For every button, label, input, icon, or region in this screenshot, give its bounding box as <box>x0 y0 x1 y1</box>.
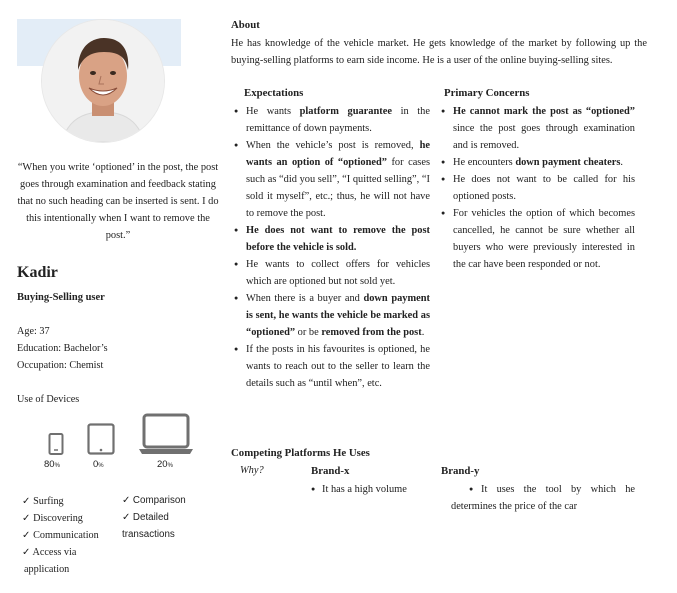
about-text: He has knowledge of the vehicle market. He gets knowledge of the market by following up the buying-selling platforms to earn side income. He is a user of the online buying-selling sites. <box>231 38 647 66</box>
brand-y-point: ● It uses the tool by which he determines the price of the car <box>437 481 635 515</box>
activities-left <box>22 493 99 578</box>
activity-item: ✓ Surfing <box>22 496 64 507</box>
persona-name: Kadir <box>17 264 58 281</box>
laptop-usage: 20% <box>157 459 173 470</box>
smartphone-usage: 80% <box>44 459 60 470</box>
avatar-portrait-icon <box>42 20 164 142</box>
concerns-title: Primary Concerns <box>444 87 530 99</box>
persona-age: Age: 37 <box>17 326 50 337</box>
activity-item: ✓ Access via <box>22 547 77 558</box>
avatar <box>42 20 164 142</box>
brand-y-name: Brand-y <box>441 465 480 477</box>
devices-title: Use of Devices <box>17 394 80 405</box>
expectations-list <box>232 103 430 392</box>
concern-item: ● He cannot mark the post as “optioned” since the post goes through examination and is removed. <box>439 103 635 154</box>
expectation-item: ● He does not want to remove the post before the vehicle is sold. <box>232 222 430 256</box>
activity-item-continued: transactions <box>122 529 175 540</box>
activity-item: ✓ Comparison <box>122 495 186 506</box>
concern-item: ● He does not want to be called for his optioned posts. <box>439 171 635 205</box>
expectation-item: ● When the vehicle’s post is removed, he wants an option of “optioned” for cases such as “did you sell”, “I quitted selling”, “I sold it myself”, etc.; thus, he will not have to remove the post. <box>232 137 430 222</box>
brand-x-points <box>311 481 431 498</box>
activities-right <box>122 492 186 543</box>
platforms-title: Competing Platforms He Uses <box>231 447 370 459</box>
persona-role: Buying-Selling user <box>17 292 105 303</box>
concerns-list <box>439 103 635 273</box>
activity-item: ✓ Communication <box>22 530 99 541</box>
persona-education: Education: Bachelor’s <box>17 343 108 354</box>
expectation-item: ● If the posts in his favourites is optioned, he wants to reach out to the seller to learn the details such as “until when”, etc. <box>232 341 430 392</box>
tablet-icon <box>87 423 115 455</box>
persona-quote: “When you write ‘optioned’ in the post, the post goes through examination and feedback stating that no such heading can be inserted is sent. I do this intentionally when I want to remove the post.” <box>17 162 219 241</box>
brand-y-points <box>437 481 635 515</box>
brand-x-point: ● It has a high volume <box>311 481 431 498</box>
brand-x-name: Brand-x <box>311 465 350 477</box>
expectations-title: Expectations <box>244 87 304 99</box>
about-title: About <box>231 19 260 31</box>
expectation-item: ● He wants to collect offers for vehicles which are optioned but not sold yet. <box>232 256 430 290</box>
concern-item: ● For vehicles the option of which becomes cancelled, he cannot be sure whether all buyers who were previously interested in the car have been responded or not. <box>439 205 635 273</box>
activity-item: ✓ Detailed <box>122 512 169 523</box>
platforms-why: Why? <box>240 465 264 476</box>
concern-item: ● He encounters down payment cheaters. <box>439 154 635 171</box>
activity-item: ✓ Discovering <box>22 513 83 524</box>
smartphone-icon <box>48 433 64 455</box>
expectation-item: ● When there is a buyer and down payment is sent, he wants the vehicle be marked as “optioned” or be removed from the post. <box>232 290 430 341</box>
persona-occupation: Occupation: Chemist <box>17 360 104 371</box>
expectation-item: ● He wants platform guarantee in the remittance of down payments. <box>232 103 430 137</box>
activity-item-continued: application <box>24 564 70 575</box>
laptop-icon <box>139 413 193 455</box>
tablet-usage: 0% <box>93 459 104 470</box>
